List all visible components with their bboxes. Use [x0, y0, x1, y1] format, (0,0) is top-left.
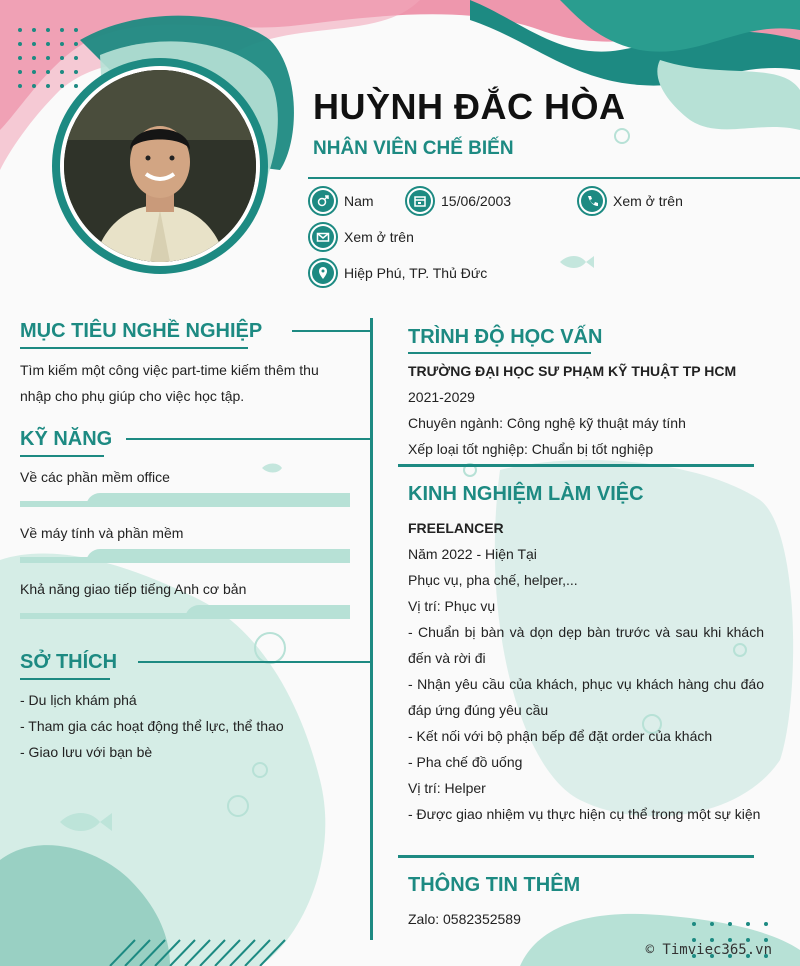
address-text: Hiệp Phú, TP. Thủ Đức	[344, 265, 488, 281]
work-duty: đến và rời đi	[408, 650, 486, 666]
skill-bar-1-fill	[86, 493, 350, 507]
objective-line-1: Tìm kiếm một công việc part-time kiếm thêm thu	[20, 362, 319, 378]
objective-heading: MỤC TIÊU NGHỀ NGHIỆP	[20, 320, 263, 342]
hobbies-line	[138, 661, 372, 663]
school-years: 2021-2029	[408, 389, 475, 405]
education-divider	[398, 464, 754, 467]
zalo-text: Zalo: 0582352589	[408, 911, 521, 927]
work-duty: - Được giao nhiệm vụ thực hiện cụ thể trong một sự kiện	[408, 806, 761, 822]
gender-icon	[308, 186, 338, 216]
hobbies-heading: SỞ THÍCH	[20, 651, 118, 673]
candidate-name: HUỲNH ĐẮC HÒA	[313, 86, 626, 127]
phone-icon	[577, 186, 607, 216]
avatar	[64, 70, 256, 262]
watermark: © Timviec365.vn	[645, 942, 772, 958]
work-duty: - Chuẩn bị bàn và dọn dẹp bàn trước và sau khi khách	[408, 624, 764, 640]
education-block	[408, 358, 768, 462]
contact-email	[308, 222, 414, 252]
skill-label-2: Về máy tính và phần mềm	[20, 525, 184, 541]
education-underline	[408, 352, 591, 354]
job-title: NHÂN VIÊN CHẾ BIẾN	[313, 138, 514, 159]
contact-phone	[577, 186, 683, 216]
work-duty: - Pha chế đồ uống	[408, 754, 523, 770]
skill-bar-2-fill	[86, 549, 350, 563]
education-heading: TRÌNH ĐỘ HỌC VẤN	[408, 326, 603, 348]
calendar-icon	[405, 186, 435, 216]
objective-text	[20, 357, 353, 409]
birthday-text: 15/06/2003	[441, 193, 512, 209]
objective-line-2: nhập cho phụ giúp cho việc học tập.	[20, 388, 245, 404]
school-name: TRƯỜNG ĐẠI HỌC SƯ PHẠM KỸ THUẬT TP HCM	[408, 363, 737, 379]
hobby-item: - Giao lưu với bạn bè	[20, 744, 153, 760]
school-rank: Xếp loại tốt nghiệp: Chuẩn bị tốt nghiệp	[408, 441, 654, 457]
gender-text: Nam	[344, 193, 374, 209]
work-duty: đáp ứng đúng yêu cầu	[408, 702, 549, 718]
email-text: Xem ở trên	[344, 229, 414, 245]
header-divider	[308, 177, 800, 179]
skill-bar-3-fill	[185, 605, 350, 619]
hobbies-underline	[20, 678, 110, 680]
work-duty: - Kết nối với bộ phận bếp để đặt order của khách	[408, 728, 713, 744]
objective-underline	[20, 347, 248, 349]
skill-label-3: Khả năng giao tiếp tiếng Anh cơ bản	[20, 581, 247, 597]
hobby-item: - Du lịch khám phá	[20, 692, 137, 708]
contact-gender	[308, 186, 374, 216]
column-divider	[370, 318, 373, 940]
work-duty: - Nhận yêu cầu của khách, phục vụ khách hàng chu đáo	[408, 676, 764, 692]
experience-heading: KINH NGHIỆM LÀM VIỆC	[408, 483, 644, 505]
school-major: Chuyên ngành: Công nghệ kỹ thuật máy tính	[408, 415, 686, 431]
skills-line	[126, 438, 372, 440]
experience-divider	[398, 855, 754, 858]
skill-label-1: Về các phần mềm office	[20, 469, 170, 485]
skills-heading: KỸ NĂNG	[20, 428, 113, 450]
contact-birthday	[405, 186, 511, 216]
contact-address	[308, 258, 487, 288]
hobbies-list	[20, 687, 284, 765]
hobby-item: - Tham gia các hoạt động thể lực, thể thao	[20, 718, 284, 734]
work-summary: Phục vụ, pha chế, helper,...	[408, 572, 578, 588]
work-role: Vị trí: Phục vụ	[408, 598, 496, 614]
phone-text: Xem ở trên	[613, 193, 683, 209]
work-period: Năm 2022 - Hiện Tại	[408, 546, 537, 562]
skills-underline	[20, 455, 104, 457]
work-role: Vị trí: Helper	[408, 780, 486, 796]
experience-block	[408, 515, 764, 827]
extra-heading: THÔNG TIN THÊM	[408, 874, 581, 896]
email-icon	[308, 222, 338, 252]
location-icon	[308, 258, 338, 288]
objective-line	[292, 330, 372, 332]
company-name: FREELANCER	[408, 520, 504, 536]
